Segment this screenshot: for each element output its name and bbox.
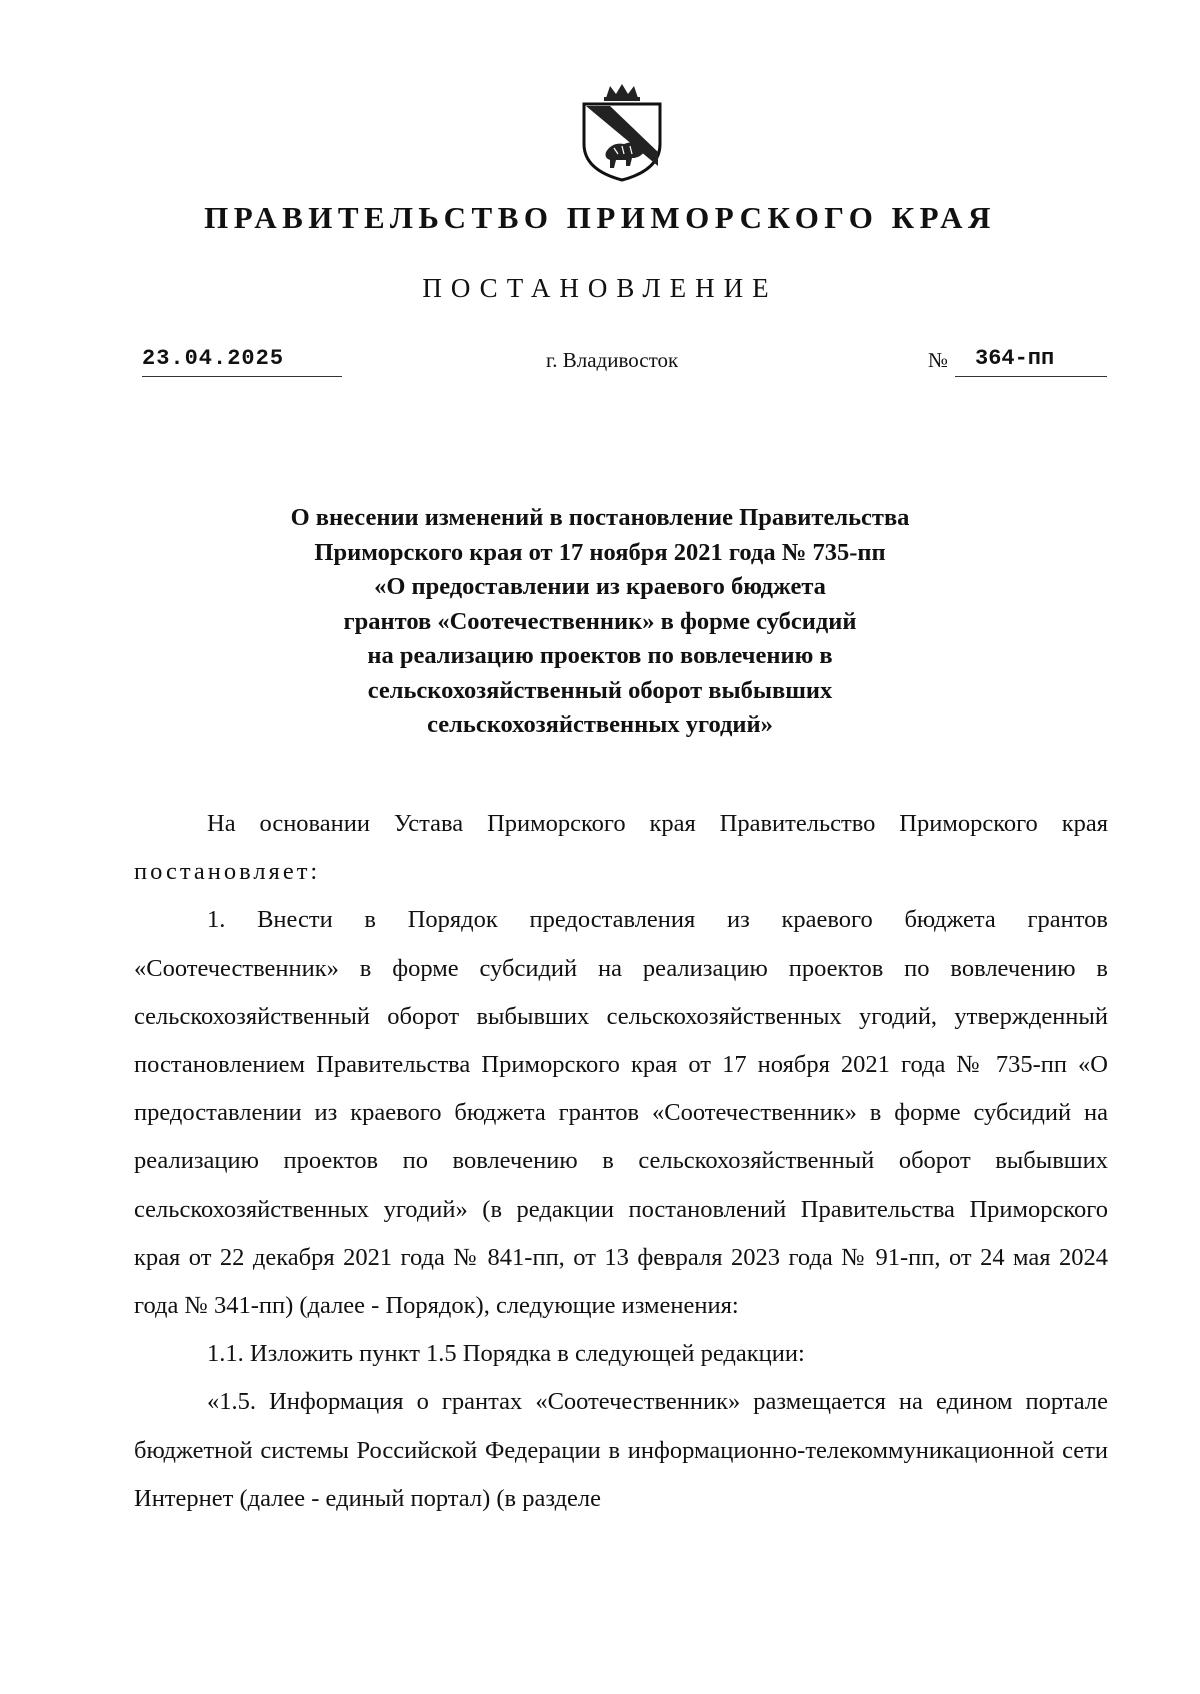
date-underline bbox=[142, 376, 342, 377]
document-type: ПОСТАНОВЛЕНИЕ bbox=[422, 273, 778, 303]
subject-line: «О предоставлении из краевого бюджета bbox=[374, 573, 826, 600]
body-paragraph: 1.1. Изложить пункт 1.5 Порядка в следующей редакции: bbox=[207, 1340, 805, 1368]
organization-title: ПРАВИТЕЛЬСТВО ПРИМОРСКОГО КРАЯ bbox=[204, 200, 996, 235]
body-paragraph: 1. Внести в Порядок предоставления из краевого бюджета грантов «Соотечественник» в форме субсидий на реализацию проектов по вовлечению в сельскохозяйственный оборот выбывших сельскохозяйственных угодий, утвержденный постановлением Правительства Приморского края от 17 ноября 2021 года № 735-пп «О предоставлении из краевого бюджета грантов «Соотечественник» в форме субсидий на реализацию проектов по вовлечению в сельскохозяйственный оборот выбывших сельскохозяйственных угодий» (в редакции постановлений Правительства Приморского края от 22 декабря 2021 года № 841-пп, от 13 февраля 2023 года № 91-пп, от 24 мая 2024 года № 341-пп) (далее - Порядок), следующие изменения: bbox=[134, 906, 1108, 1320]
body-paragraph-intro bbox=[134, 800, 1108, 896]
number-underline bbox=[955, 376, 1107, 377]
subject-line: О внесении изменений в постановление Правительства bbox=[290, 504, 910, 531]
intro-text: На основании Устава Приморского края Правительство Приморского края bbox=[207, 810, 1108, 837]
subject-line: на реализацию проектов по вовлечению в bbox=[367, 642, 833, 669]
document-number: 364-пп bbox=[975, 346, 1055, 371]
intro-decree-word: постановляет: bbox=[134, 858, 321, 886]
coat-of-arms-icon bbox=[576, 82, 668, 182]
subject-line: Приморского края от 17 ноября 2021 года № 735-пп bbox=[314, 538, 886, 566]
subject-line: грантов «Соотечественник» в форме субсидий bbox=[343, 607, 857, 635]
document-city: г. Владивосток bbox=[546, 348, 679, 372]
document-date: 23.04.2025 bbox=[142, 346, 285, 371]
body-paragraph: «1.5. Информация о грантах «Соотечественник» размещается на едином портале бюджетной системы Российской Федерации в информационно-телекоммуникационной сети Интернет (далее - единый портал) (в разделе bbox=[134, 1388, 1108, 1512]
subject-line: сельскохозяйственных угодий» bbox=[427, 711, 773, 738]
document-subject bbox=[200, 501, 1000, 743]
document-body bbox=[134, 800, 1108, 1523]
number-sign: № bbox=[928, 348, 949, 372]
subject-line: сельскохозяйственный оборот выбывших bbox=[367, 676, 833, 704]
